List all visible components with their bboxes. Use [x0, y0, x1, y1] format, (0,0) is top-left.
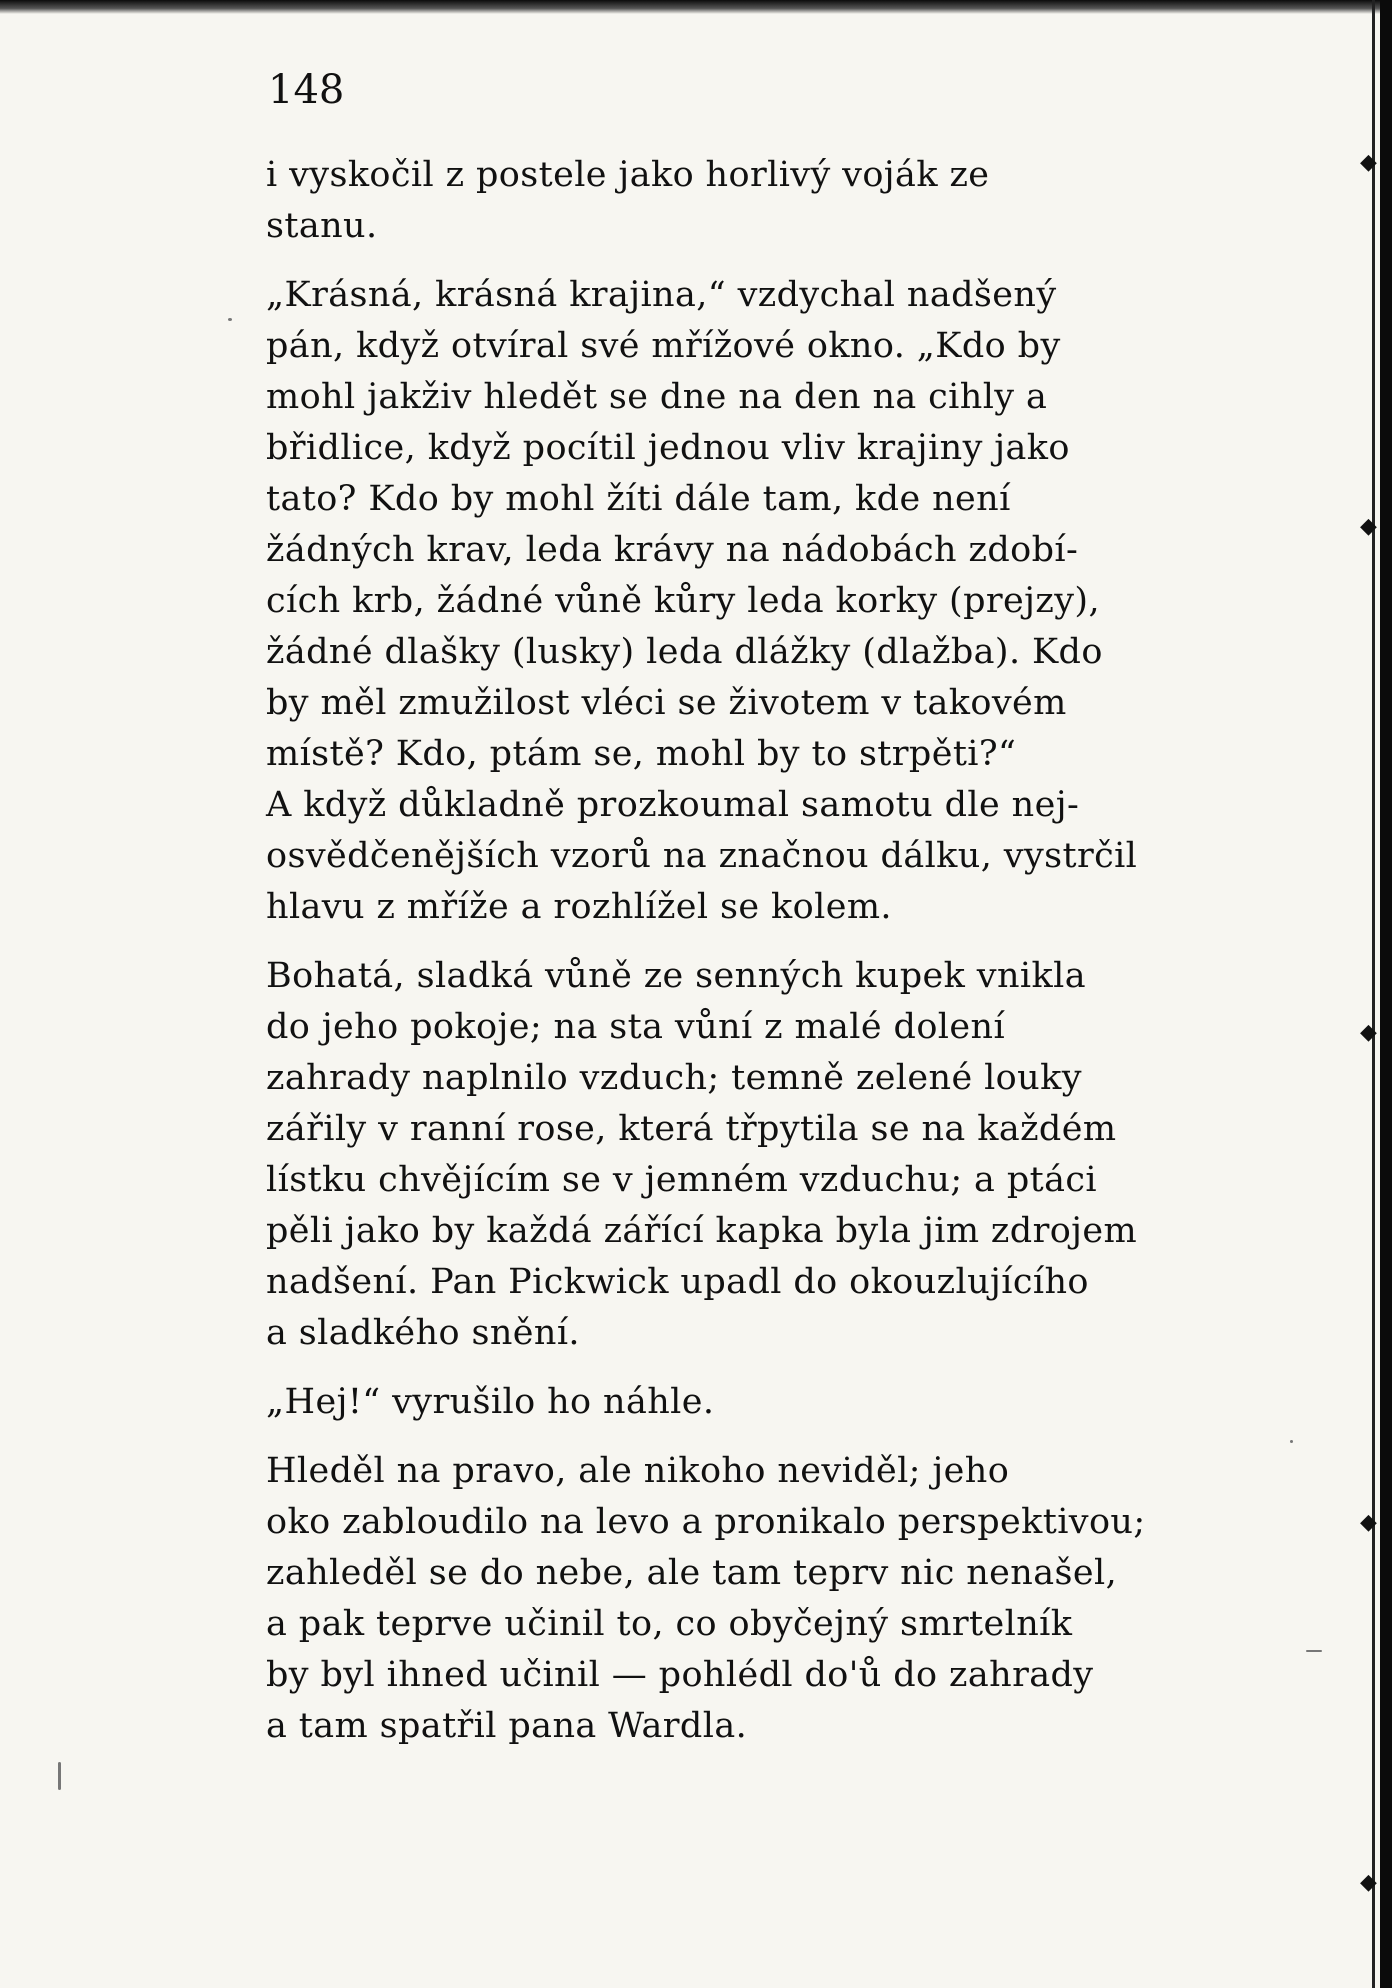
scan-speck	[58, 1762, 61, 1790]
text-line: by měl zmužilost vléci se životem v takovém	[266, 683, 1067, 723]
text-line: místě? Kdo, ptám se, mohl by to strpěti?“	[266, 734, 1017, 774]
text-line: Bohatá, sladká vůně ze senných kupek vnikla	[266, 956, 1086, 996]
text-line: A když důkladně prozkoumal samotu dle nej-	[266, 785, 1080, 825]
text-line: by byl ihned učinil — pohlédl do'ů do zahrady	[266, 1655, 1094, 1695]
page-text	[266, 150, 1246, 1752]
text-line: pán, když otvíral své mřížové okno. „Kdo by	[266, 326, 1061, 366]
text-line: Hleděl na pravo, ale nikoho neviděl; jeho	[266, 1451, 1010, 1491]
scan-speck	[1290, 1440, 1293, 1443]
binding-mark: ◆	[1360, 1510, 1377, 1535]
page-number: 148	[268, 67, 345, 113]
text-line: a pak teprve učinil to, co obyčejný smrtelník	[266, 1604, 1073, 1644]
text-line: hlavu z mříže a rozhlížel se kolem.	[266, 887, 892, 927]
binding-mark: ◆	[1360, 1870, 1377, 1895]
scan-speck	[228, 318, 232, 321]
paragraph	[266, 1446, 1246, 1752]
text-line: i vyskočil z postele jako horlivý voják ze	[266, 155, 990, 195]
scan-top-shadow	[0, 0, 1392, 14]
text-line: a tam spatřil pana Wardla.	[266, 1706, 748, 1746]
text-line: zahleděl se do nebe, ale tam teprv nic nenašel,	[266, 1553, 1118, 1593]
scan-right-edge	[1380, 0, 1392, 1988]
text-line: zahrady naplnilo vzduch; temně zelené louky	[266, 1058, 1082, 1098]
text-line: břidlice, když pocítil jednou vliv krajiny jako	[266, 428, 1070, 468]
binding-mark: ◆	[1360, 1020, 1377, 1045]
text-line: pěli jako by každá zářící kapka byla jim zdrojem	[266, 1211, 1138, 1251]
text-line: osvědčenějších vzorů na značnou dálku, vystrčil	[266, 836, 1138, 876]
text-line: lístku chvějícím se v jemném vzduchu; a ptáci	[266, 1160, 1097, 1200]
text-line: oko zabloudilo na levo a pronikalo perspektivou;	[266, 1502, 1146, 1542]
text-line: žádných krav, leda krávy na nádobách zdobí-	[266, 530, 1079, 570]
text-line: do jeho pokoje; na sta vůní z malé dolení	[266, 1007, 1006, 1047]
text-line: nadšení. Pan Pickwick upadl do okouzlujícího	[266, 1262, 1089, 1302]
paragraph	[266, 270, 1246, 933]
text-line: „Krásná, krásná krajina,“ vzdychal nadšený	[266, 275, 1057, 315]
text-line: žádné dlašky (lusky) leda dlážky (dlažba). Kdo	[266, 632, 1103, 672]
text-line: stanu.	[266, 206, 378, 246]
text-line: tato? Kdo by mohl žíti dále tam, kde není	[266, 479, 1011, 519]
text-line: zářily v ranní rose, která třpytila se na každém	[266, 1109, 1117, 1149]
text-line: cích krb, žádné vůně kůry leda korky (prejzy),	[266, 581, 1100, 621]
paragraph	[266, 150, 1246, 252]
scan-speck	[1306, 1650, 1322, 1652]
paragraph	[266, 1377, 1246, 1428]
text-line: mohl jakživ hledět se dne na den na cihly a	[266, 377, 1048, 417]
text-line: „Hej!“ vyrušilo ho náhle.	[266, 1382, 715, 1422]
paragraph	[266, 951, 1246, 1359]
binding-rule	[1372, 0, 1375, 1988]
text-line: a sladkého snění.	[266, 1313, 580, 1353]
binding-mark: ◆	[1360, 514, 1377, 539]
binding-mark: ◆	[1360, 150, 1377, 175]
